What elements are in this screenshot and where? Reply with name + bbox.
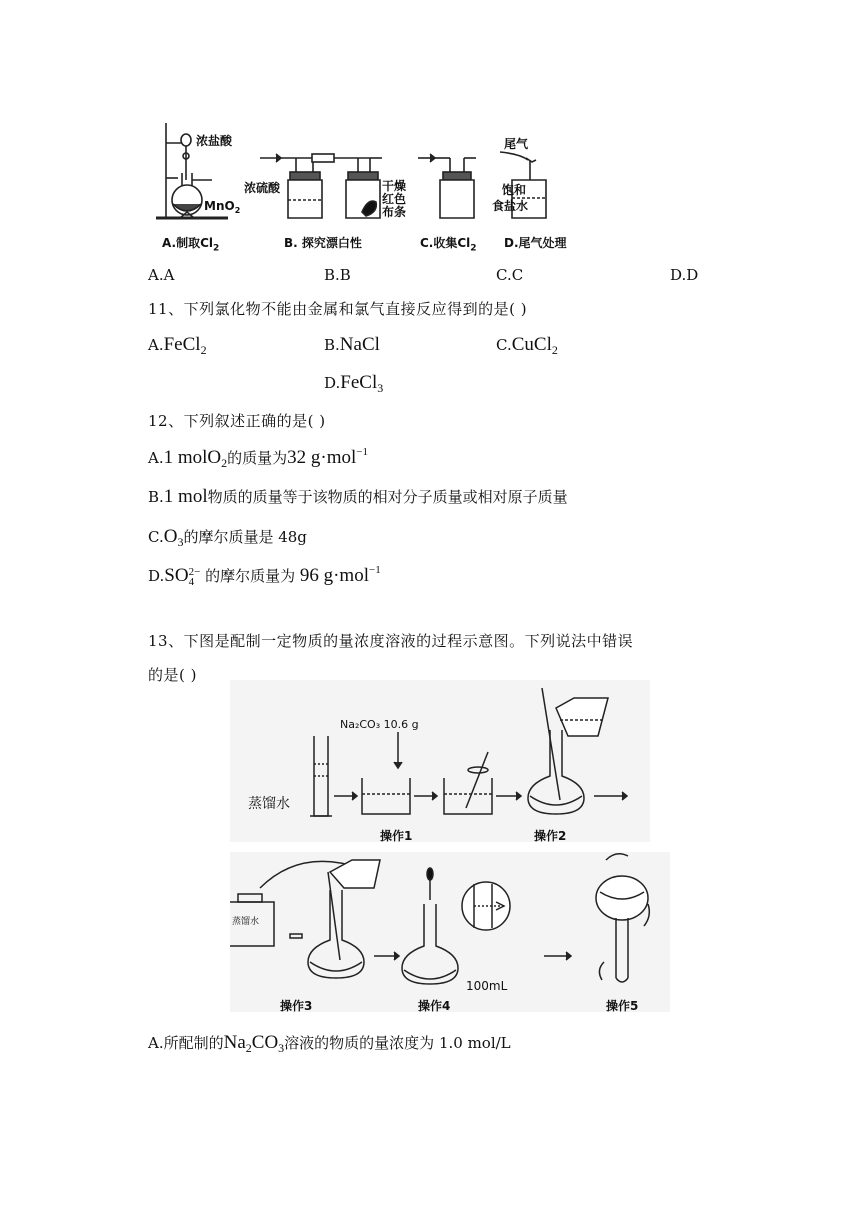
- label-bottle-water: 蒸馏水: [232, 917, 260, 927]
- q13-stem-line2: 的是( ): [148, 666, 197, 684]
- q11-stem: 11、下列氯化物不能由金属和氯气直接反应得到的是( ): [148, 300, 528, 318]
- label-concentrated-hcl: 浓盐酸: [196, 134, 233, 148]
- label-brine-1: 饱和: [502, 183, 527, 197]
- label-concentrated-h2so4: 浓硫酸: [244, 181, 281, 195]
- q12-stem: 12、下列叙述正确的是( ): [148, 412, 326, 430]
- label-100ml: 100mL: [466, 979, 508, 993]
- label-op1: 操作1: [380, 829, 413, 843]
- caption-d: D.尾气处理: [504, 236, 567, 250]
- q11-option-a[interactable]: A.FeCl$_2$: [148, 334, 207, 357]
- label-distilled-water: 蒸馏水: [248, 796, 290, 812]
- label-brine-2: 食盐水: [492, 199, 529, 213]
- label-op2: 操作2: [534, 829, 567, 843]
- label-mno2: MnO$_2$: [204, 199, 241, 215]
- q13-solution-prep-figure: [230, 680, 670, 1020]
- caption-c: C.收集$Cl_2$: [420, 236, 477, 254]
- q10-option-b[interactable]: B.B: [324, 266, 351, 284]
- q10-option-c[interactable]: C.C: [496, 266, 524, 284]
- label-op3: 操作3: [280, 999, 313, 1013]
- label-dry-cloth-1: 干燥: [382, 179, 407, 193]
- label-op5: 操作5: [606, 999, 639, 1013]
- q13-option-a[interactable]: A.所配制的$Na_2CO_3$溶液的物质的量浓度为 1.0 mol/L: [148, 1032, 511, 1055]
- q10-option-d[interactable]: D.D: [670, 266, 699, 284]
- label-tail-gas: 尾气: [504, 137, 529, 151]
- q11-option-d[interactable]: D.FeCl$_3$: [324, 372, 384, 395]
- caption-b: B. 探究漂白性: [284, 236, 362, 250]
- label-op4: 操作4: [418, 999, 451, 1013]
- q11-option-c[interactable]: C.CuCl$_2$: [496, 334, 558, 357]
- q12-option-c[interactable]: $C.O_3$的摩尔质量是 48g: [148, 526, 307, 549]
- q11-option-b[interactable]: B.NaCl: [324, 334, 380, 355]
- label-na2co3: Na₂CO₃ 10.6 g: [340, 718, 419, 731]
- caption-a: A.制取$Cl_2$: [162, 236, 220, 254]
- q12-option-b[interactable]: B.1 mol物质的质量等于该物质的相对分子质量或相对原子质量: [148, 486, 568, 507]
- label-dry-cloth-2: 红色: [382, 192, 407, 206]
- q13-stem-line1: 13、下图是配制一定物质的量浓度溶液的过程示意图。下列说法中错误: [148, 632, 634, 650]
- q10-option-a[interactable]: A.A: [148, 266, 175, 284]
- label-dry-cloth-3: 布条: [382, 205, 407, 219]
- q12-option-d[interactable]: D.SO 2− 4 的摩尔质量为 96 g·mol$^{-1}$: [148, 564, 381, 588]
- q12-option-a[interactable]: A.1 molO$_2$的质量为32 g·mol$^{-1}$: [148, 446, 369, 470]
